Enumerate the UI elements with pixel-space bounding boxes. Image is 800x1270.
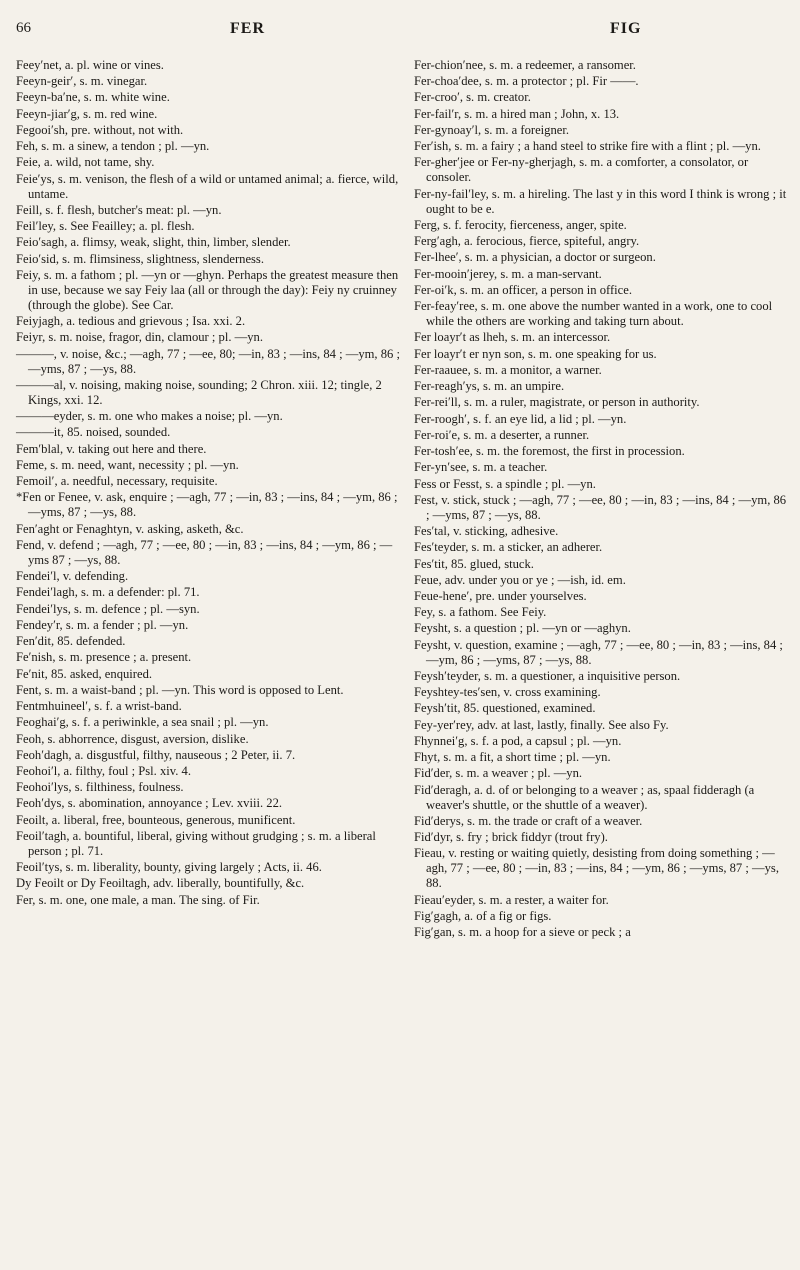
dictionary-entry: Fer-tosh′ee, s. m. the foremost, the first in procession. — [414, 444, 685, 459]
dictionary-entry: Feeyn-geir′, s. m. vinegar. — [16, 74, 148, 89]
dictionary-entry: Fendei′l, v. defending. — [16, 569, 129, 584]
dictionary-entry: *Fen or Fenee, v. ask, enquire ; —agh, 77 ; —in, 83 ; —ins, 84 ; —ym, 86 ; —yms, 87 ; —ys, 88. — [16, 490, 398, 520]
dictionary-entry: Fer-gynoay′l, s. m. a foreigner. — [414, 122, 569, 137]
right-running-headword: FIG — [610, 20, 642, 37]
dictionary-entry: Fid′der, s. m. a weaver ; pl. —yn. — [414, 766, 583, 781]
dictionary-entry: Feoh′dys, s. abomination, annoyance ; Lev. xviii. 22. — [16, 796, 283, 811]
dictionary-entry: Fes′tit, 85. glued, stuck. — [414, 556, 534, 571]
dictionary-entry: Fes′teyder, s. m. a sticker, an adherer. — [414, 540, 603, 555]
dictionary-entry: Feie, a. wild, not tame, shy. — [16, 155, 155, 170]
dictionary-entry: Fe′nish, s. m. presence ; a. present. — [16, 650, 192, 665]
dictionary-entry: Fendei′lagh, s. m. a defender: pl. 71. — [16, 585, 200, 600]
dictionary-entry: Fer-roi′e, s. m. a deserter, a runner. — [414, 427, 590, 442]
dictionary-entry: Fig′gan, s. m. a hoop for a sieve or peck ; a — [414, 925, 631, 940]
dictionary-entry: Fer-reagh′ys, s. m. an umpire. — [414, 379, 565, 394]
right-column — [414, 58, 790, 941]
dictionary-entry: Fid′dyr, s. fry ; brick fiddyr (trout fry). — [414, 830, 608, 845]
dictionary-entry: Feil′ley, s. See Feailley; a. pl. flesh. — [16, 219, 195, 234]
dictionary-entry: Fig′gagh, a. of a fig or figs. — [414, 908, 552, 923]
left-running-headword: FER — [230, 20, 265, 37]
dictionary-entry: Fem′blal, v. taking out here and there. — [16, 441, 207, 456]
dictionary-entry: Femoil′, a. needful, necessary, requisite. — [16, 474, 218, 489]
dictionary-entry: Feue, adv. under you or ye ; —ish, id. em. — [414, 572, 626, 587]
dictionary-entry: ———, v. noise, &c.; —agh, 77 ; —ee, 80; —in, 83 ; —ins, 84 ; —ym, 86 ; —yms, 87 ; —ys, 88. — [16, 346, 400, 376]
dictionary-entry: Feoilt, a. liberal, free, bounteous, generous, munificent. — [16, 812, 296, 827]
dictionary-entry: Feysht, v. question, examine ; —agh, 77 ; —ee, 80 ; —in, 83 ; —ins, 84 ; —ym, 86 ; —yms, 87 ; —ys, 88. — [414, 637, 783, 667]
dictionary-entry: Feio′sid, s. m. flimsiness, slightness, slenderness. — [16, 251, 264, 266]
dictionary-entry: Fid′deragh, a. d. of or belonging to a weaver ; as, spaal fidderagh (a weaver's shuttle, or the shuttle of a weaver). — [414, 782, 755, 812]
dictionary-entry: Feeyn-jiar′g, s. m. red wine. — [16, 106, 158, 121]
dictionary-entry: Fer-choa′dee, s. m. a protector ; pl. Fir ——. — [414, 74, 639, 89]
dictionary-entry: Feysh′tit, 85. questioned, examined. — [414, 701, 596, 716]
dictionary-entry: Fer-lhee′, s. m. a physician, a doctor or surgeon. — [414, 250, 656, 265]
dictionary-entry: Fer-chion′nee, s. m. a redeemer, a ransomer. — [414, 58, 636, 72]
dictionary-entry: Fen′dit, 85. defended. — [16, 634, 126, 649]
dictionary-entry: Fendey′r, s. m. a fender ; pl. —yn. — [16, 617, 189, 632]
dictionary-entry: Fer-rei′ll, s. m. a ruler, magistrate, or person in authority. — [414, 395, 700, 410]
dictionary-entry: Fer-yn′see, s. m. a teacher. — [414, 460, 548, 475]
dictionary-entry: Fer, s. m. one, one male, a man. The sing. of Fir. — [16, 892, 260, 907]
dictionary-entry: Feey′net, a. pl. wine or vines. — [16, 58, 164, 72]
dictionary-entry: Fer-fail′r, s. m. a hired man ; John, x. 13. — [414, 106, 620, 121]
dictionary-entry: Fentmhuineel′, s. f. a wrist-band. — [16, 699, 182, 714]
dictionary-entry: Fes′tal, v. sticking, adhesive. — [414, 524, 559, 539]
dictionary-entry: ———it, 85. noised, sounded. — [16, 425, 171, 440]
dictionary-entry: Feiyr, s. m. noise, fragor, din, clamour ; pl. —yn. — [16, 330, 263, 345]
dictionary-entry: Fhynnei′g, s. f. a pod, a capsul ; pl. —yn. — [414, 733, 622, 748]
dictionary-entry: Feiy, s. m. a fathom ; pl. —yn or —ghyn. Perhaps the greatest measure then in use, because we say Feiy laa (all or through the day): Feiy ny cruinney (through the globe). See Car. — [16, 267, 399, 312]
page-number: 66 — [16, 20, 31, 36]
dictionary-entry: Feie′ys, s. m. venison, the flesh of a wild or untamed animal; a. fierce, wild, untame. — [16, 171, 399, 201]
dictionary-entry: Fer-roogh′, s. f. an eye lid, a lid ; pl. —yn. — [414, 411, 627, 426]
dictionary-entry: Ferg, s. f. ferocity, fierceness, anger, spite. — [414, 217, 627, 232]
dictionary-entry: Fer-feay′ree, s. m. one above the number wanted in a work, one to cool while the others are working and taking turn about. — [414, 299, 773, 329]
dictionary-entry: Fer-ny-fail′ley, s. m. a hireling. The last y in this word I think is wrong ; it ought to be e. — [414, 186, 787, 216]
dictionary-entry: Feh, s. m. a sinew, a tendon ; pl. —yn. — [16, 139, 210, 154]
dictionary-entry: ———al, v. noising, making noise, sounding; 2 Chron. xiii. 12; tingle, 2 Kings, xxi. 12. — [16, 377, 382, 407]
dictionary-entry: Fen′aght or Fenaghtyn, v. asking, asketh, &c. — [16, 521, 244, 536]
dictionary-entry: Feio′sagh, a. flimsy, weak, slight, thin, limber, slender. — [16, 235, 291, 250]
dictionary-entry: Fey-yer′rey, adv. at last, lastly, finally. See also Fy. — [414, 717, 669, 732]
dictionary-entry: Fer-croo′, s. m. creator. — [414, 90, 531, 105]
dictionary-entry: Feysht, s. a question ; pl. —yn or —aghyn. — [414, 621, 631, 636]
dictionary-entry: Fer-gher′jee or Fer-ny-gherjagh, s. m. a comforter, a consolator, or consoler. — [414, 155, 749, 185]
dictionary-entry: Feohoi′l, a. filthy, foul ; Psl. xiv. 4. — [16, 764, 191, 778]
dictionary-entry: Feiyjagh, a. tedious and grievous ; Isa. xxi. 2. — [16, 314, 246, 329]
running-header — [0, 20, 800, 42]
dictionary-entry: ———eyder, s. m. one who makes a noise; pl. —yn. — [16, 409, 283, 424]
dictionary-entry: Feeyn-ba′ne, s. m. white wine. — [16, 90, 170, 105]
dictionary-entry: Feoil′tys, s. m. liberality, bounty, giving largely ; Acts, ii. 46. — [16, 860, 322, 875]
dictionary-entry: Feohoi′lys, s. filthiness, foulness. — [16, 780, 184, 795]
dictionary-entry: Fhyt, s. m. a fit, a short time ; pl. —yn. — [414, 750, 611, 765]
dictionary-entry: Fer-oi′k, s. m. an officer, a person in office. — [414, 282, 633, 297]
dictionary-entry: Fe′nit, 85. asked, enquired. — [16, 666, 153, 681]
dictionary-entry: Feoh′dagh, a. disgustful, filthy, nauseous ; 2 Peter, ii. 7. — [16, 747, 296, 762]
dictionary-entry: Fend, v. defend ; —agh, 77 ; —ee, 80 ; —in, 83 ; —ins, 84 ; —ym, 86 ; —yms 87 ; —ys, 88. — [16, 537, 393, 567]
dictionary-entry: Ferg′agh, a. ferocious, fierce, spiteful, angry. — [414, 234, 640, 249]
dictionary-entry: Fieau′eyder, s. m. a rester, a waiter for. — [414, 892, 609, 907]
dictionary-entry: Fer′ish, s. m. a fairy ; a hand steel to strike fire with a flint ; pl. —yn. — [414, 139, 761, 154]
dictionary-entry: Fey, s. a fathom. See Feiy. — [414, 605, 547, 620]
dictionary-entry: Feue-hene′, pre. under yourselves. — [414, 588, 587, 603]
dictionary-entry: Fent, s. m. a waist-band ; pl. —yn. This word is opposed to Lent. — [16, 682, 344, 697]
dictionary-entry: Fid′derys, s. m. the trade or craft of a weaver. — [414, 813, 643, 828]
dictionary-entry: Feysh′teyder, s. m. a questioner, a inquisitive person. — [414, 668, 681, 683]
dictionary-entry: Feoh, s. abhorrence, disgust, aversion, dislike. — [16, 731, 249, 746]
dictionary-entry: Feyshtey-tes′sen, v. cross examining. — [414, 685, 601, 700]
dictionary-entry: Fest, v. stick, stuck ; —agh, 77 ; —ee, 80 ; —in, 83 ; —ins, 84 ; —ym, 86 ; —yms, 87 ; —ys, 88. — [414, 492, 787, 522]
dictionary-entry: Feoghai′g, s. f. a periwinkle, a sea snail ; pl. —yn. — [16, 715, 269, 730]
dictionary-entry: Fer-mooin′jerey, s. m. a man-servant. — [414, 266, 602, 281]
dictionary-entry: Fieau, v. resting or waiting quietly, desisting from doing something ; —agh, 77 ; —ee, 80 ; —in, 83 ; —ins, 84 ; —ym, 86 ; —yms, 87 ; —ys, 88. — [414, 846, 779, 891]
left-column — [16, 58, 402, 909]
dictionary-entry: Fess or Fesst, s. a spindle ; pl. —yn. — [414, 476, 596, 491]
dictionary-entry: Fer loayr′t er nyn son, s. m. one speaking for us. — [414, 346, 657, 361]
dictionary-entry: Feme, s. m. need, want, necessity ; pl. —yn. — [16, 457, 239, 472]
dictionary-entry: Fegooi′sh, pre. without, not with. — [16, 122, 184, 137]
dictionary-entry: Feill, s. f. flesh, butcher's meat: pl. —yn. — [16, 202, 222, 217]
dictionary-entry: Fer loayr′t as lheh, s. m. an intercessor. — [414, 330, 611, 345]
dictionary-entry: Feoil′tagh, a. bountiful, liberal, giving without grudging ; s. m. a liberal person ; pl. 71. — [16, 828, 376, 858]
dictionary-entry: Fendei′lys, s. m. defence ; pl. —syn. — [16, 601, 200, 616]
dictionary-entry: Fer-raauee, s. m. a monitor, a warner. — [414, 362, 602, 377]
dictionary-entry: Dy Feoilt or Dy Feoiltagh, adv. liberally, bountifully, &c. — [16, 876, 305, 891]
